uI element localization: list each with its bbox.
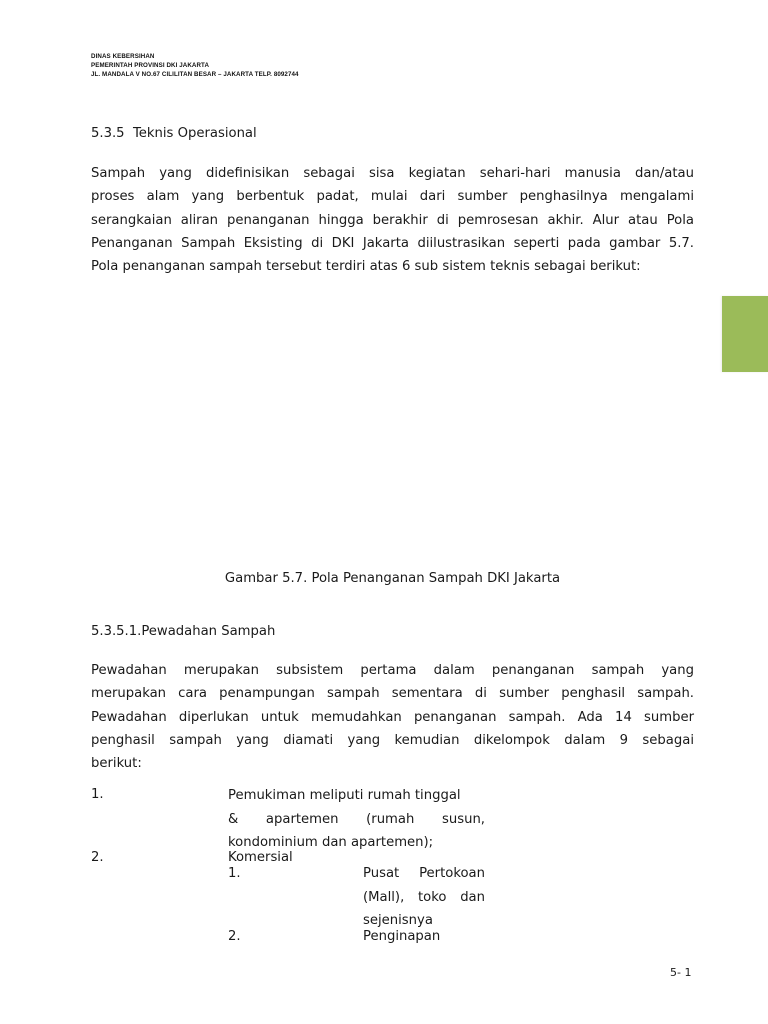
list-item-text: [228, 784, 485, 855]
paragraph-line: serangkaian aliran penanganan hingga berakhir di pemrosesan akhir. Alur atau Pola: [91, 212, 694, 228]
header-agency: DINAS KEBERSIHAN: [91, 53, 155, 60]
paragraph-line: Penanganan Sampah Eksisting di DKI Jakarta diilustrasikan seperti pada gambar 5.7.: [91, 235, 694, 251]
figure-caption: Gambar 5.7. Pola Penanganan Sampah DKI Jakarta: [224, 571, 561, 586]
paragraph-line: berikut:: [91, 756, 142, 772]
list-item-line: Pemukiman meliputi rumah tinggal: [228, 788, 461, 803]
list-item-label: Komersial: [228, 850, 293, 865]
sublist-item-line: (Mall), toko dan: [363, 889, 485, 905]
sublist-number: 2.: [228, 929, 241, 944]
paragraph-line: penghasil sampah yang diamati yang kemudian dikelompok dalam 9 sebagai: [91, 732, 694, 748]
section-number: 5.3.5: [91, 126, 125, 141]
sublist-item-line: sejenisnya: [363, 913, 433, 928]
side-tab-marker: [722, 296, 768, 372]
header-address: JL. MANDALA V NO.67 CILILITAN BESAR – JAKARTA TELP. 8092744: [91, 71, 299, 78]
subsection-heading: 5.3.5.1.Pewadahan Sampah: [91, 624, 276, 639]
list-item-line: & apartemen (rumah susun,: [228, 811, 485, 827]
section-paragraph: [91, 162, 694, 278]
paragraph-line: Pewadahan merupakan subsistem pertama dalam penanganan sampah yang: [91, 663, 694, 678]
sublist-item-text: [363, 862, 485, 933]
paragraph-line: Pewadahan diperlukan untuk memudahkan penanganan sampah. Ada 14 sumber: [91, 709, 694, 725]
sublist-item-line: Pusat Pertokoan: [363, 866, 485, 881]
sublist-item-label: Penginapan: [363, 929, 441, 944]
header-government: PEMERINTAH PROVINSI DKI JAKARTA: [91, 62, 210, 69]
paragraph-line: Pola penanganan sampah tersebut terdiri atas 6 sub sistem teknis sebagai berikut:: [91, 259, 641, 275]
page-number: 5- 1: [670, 966, 692, 979]
sublist-number: 1.: [228, 866, 241, 881]
section-title: Teknis Operasional: [132, 126, 257, 141]
list-number: 1.: [91, 787, 104, 802]
paragraph-line: Sampah yang didefinisikan sebagai sisa kegiatan sehari-hari manusia dan/atau: [91, 166, 694, 181]
section-heading: [91, 126, 257, 141]
document-header: [91, 52, 299, 79]
list-item-line: kondominium dan apartemen);: [228, 835, 434, 850]
paragraph-line: proses alam yang berbentuk padat, mulai dari sumber penghasilnya mengalami: [91, 189, 694, 205]
paragraph-line: merupakan cara penampungan sampah sementara di sumber penghasil sampah.: [91, 686, 694, 702]
subsection-paragraph: [91, 659, 694, 775]
list-number: 2.: [91, 850, 104, 865]
figure-placeholder: [91, 290, 694, 558]
